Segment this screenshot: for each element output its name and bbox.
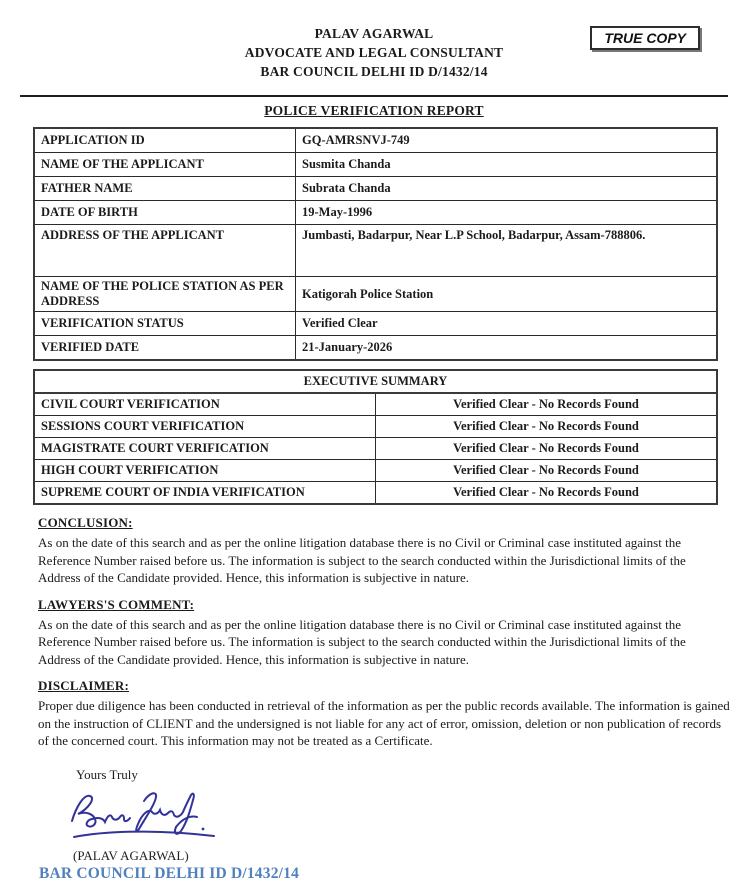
disclaimer-section xyxy=(38,678,730,750)
row-value: Verified Clear - No Records Found xyxy=(376,416,718,438)
row-value: Verified Clear xyxy=(296,312,718,336)
row-label: VERIFICATION STATUS xyxy=(34,312,296,336)
advocate-designation: ADVOCATE AND LEGAL CONSULTANT xyxy=(244,45,504,60)
row-value: 21-January-2026 xyxy=(296,336,718,361)
section-heading: DISCLAIMER: xyxy=(38,678,130,693)
table-row xyxy=(34,277,717,312)
table-row xyxy=(34,201,717,225)
table-row xyxy=(34,177,717,201)
section-body: As on the date of this search and as per the online litigation database there is no Civil or Criminal case instituted against the Reference Number raised before us. The information is subject to the search conducted within the Jurisdictional limits of the Address of the Candidate provided. Hence, this information is subjective in nature. xyxy=(38,616,686,667)
bar-council-id-line: BAR COUNCIL DELHI ID D/1432/14 xyxy=(39,864,300,882)
row-label: MAGISTRATE COURT VERIFICATION xyxy=(34,438,376,460)
row-value: Verified Clear - No Records Found xyxy=(376,482,718,505)
conclusion-section xyxy=(38,515,710,587)
row-label: HIGH COURT VERIFICATION xyxy=(34,460,376,482)
applicant-details-table xyxy=(33,127,718,361)
section-heading: LAWYERS'S COMMENT: xyxy=(38,596,195,612)
signatory-name: (PALAV AGARWAL) xyxy=(73,847,189,863)
document-title: POLICE VERIFICATION REPORT xyxy=(264,103,484,118)
table-row xyxy=(34,153,717,177)
table-row xyxy=(34,460,717,482)
row-label: ADDRESS OF THE APPLICANT xyxy=(34,225,296,277)
row-value: 19-May-1996 xyxy=(296,201,718,225)
row-label: SUPREME COURT OF INDIA VERIFICATION xyxy=(34,482,376,505)
table-row xyxy=(34,438,717,460)
valediction: Yours Truly xyxy=(76,766,138,782)
row-value: Jumbasti, Badarpur, Near L.P School, Badarpur, Assam-788806. xyxy=(296,225,718,277)
row-label: FATHER NAME xyxy=(34,177,296,201)
executive-summary-table xyxy=(33,369,718,505)
row-label: SESSIONS COURT VERIFICATION xyxy=(34,416,376,438)
row-value: Katigorah Police Station xyxy=(296,277,718,312)
table-row xyxy=(34,312,717,336)
row-value: Verified Clear - No Records Found xyxy=(376,438,718,460)
header-divider xyxy=(20,95,728,97)
section-heading: CONCLUSION: xyxy=(38,515,133,530)
table-row xyxy=(34,128,717,153)
table-row xyxy=(34,336,717,361)
table-row xyxy=(34,225,717,277)
executive-summary-title: EXECUTIVE SUMMARY xyxy=(34,370,717,393)
row-label: DATE OF BIRTH xyxy=(34,201,296,225)
handwritten-signature xyxy=(66,787,730,848)
row-value: Subrata Chanda xyxy=(296,177,718,201)
lawyers-comment-section xyxy=(38,597,710,669)
section-body: As on the date of this search and as per the online litigation database there is no Civil or Criminal case instituted against the Reference Number raised before us. The information is subject to the search conducted within the Jurisdictional limits of the Address of the Candidate provided. Hence, this information is subjective in nature. xyxy=(38,535,686,585)
row-label: VERIFIED DATE xyxy=(34,336,296,361)
row-label: APPLICATION ID xyxy=(34,128,296,153)
section-body: Proper due diligence has been conducted in retrieval of the information as per the public records available. The information is gained on the instruction of CLIENT and the undersigned is not liable for any act of error, omission, deletion or non publication of records of the concerned court. This information may not be treated as a Certificate. xyxy=(38,698,730,748)
advocate-name: PALAV AGARWAL xyxy=(314,26,434,41)
signature-ink-icon xyxy=(66,787,231,843)
table-row xyxy=(34,416,717,438)
row-label: NAME OF THE APPLICANT xyxy=(34,153,296,177)
row-value: Susmita Chanda xyxy=(296,153,718,177)
row-label: NAME OF THE POLICE STATION AS PER ADDRESS xyxy=(34,277,296,312)
executive-summary-header xyxy=(34,370,717,393)
advocate-bar-id: BAR COUNCIL DELHI ID D/1432/14 xyxy=(260,64,488,79)
true-copy-stamp: TRUE COPY xyxy=(590,26,700,50)
table-row xyxy=(34,482,717,505)
row-label: CIVIL COURT VERIFICATION xyxy=(34,393,376,416)
table-row xyxy=(34,393,717,416)
row-value: Verified Clear - No Records Found xyxy=(376,460,718,482)
row-value: GQ-AMRSNVJ-749 xyxy=(296,128,718,153)
letterhead xyxy=(18,24,730,81)
row-value: Verified Clear - No Records Found xyxy=(376,393,718,416)
